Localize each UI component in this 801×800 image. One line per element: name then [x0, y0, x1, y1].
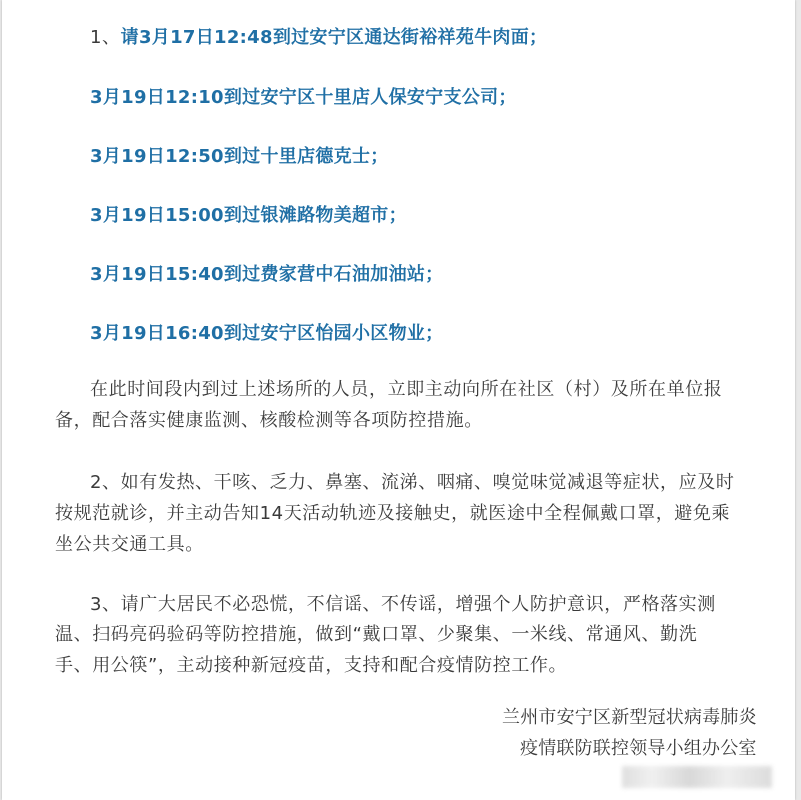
paragraph-3-line-1: 3、请广大居民不必恐慌，不信谣、不传谣，增强个人防护意识，严格落实测: [90, 594, 716, 615]
paragraph-1-line-1: 在此时间段内到过上述场所的人员，立即主动向所在社区（村）及所在单位报: [90, 379, 723, 400]
signature-line-1: 兰州市安宁区新型冠状病毒肺炎: [502, 707, 757, 728]
blurred-watermark: [622, 766, 772, 788]
location-text: 请3月17日12:48到过安宁区通达街裕祥苑牛肉面；: [120, 27, 548, 48]
signature-line-2: 疫情联防联控领导小组办公室: [520, 738, 757, 759]
paragraph-2-line-1: 2、如有发热、干咳、乏力、鼻塞、流涕、咽痛、嗅觉味觉减退等症状，应及时: [90, 472, 735, 493]
paragraph-3-line-3: 手、用公筷”，主动接种新冠疫苗，支持和配合疫情防控工作。: [55, 655, 568, 676]
location-item-4: 3月19日15:00到过银滩路物美超市；: [90, 205, 407, 226]
paragraph-1-line-2: 备，配合落实健康监测、核酸检测等各项防控措施。: [55, 410, 483, 431]
paragraph-2-line-2: 按规范就诊，并主动告知14天活动轨迹及接触史，就医途中全程佩戴口罩，避免乘: [55, 503, 731, 524]
notice-page: [2, 0, 795, 800]
location-item-6: 3月19日16:40到过安宁区怡园小区物业；: [90, 323, 444, 344]
paragraph-3-line-2: 温、扫码亮码验码等防控措施，做到“戴口罩、少聚集、一米线、常通风、勤洗: [55, 624, 698, 645]
location-item-5: 3月19日15:40到过费家营中石油加油站；: [90, 264, 444, 285]
location-item-3: 3月19日12:50到过十里店德克士；: [90, 146, 389, 167]
item-number: 1、: [90, 27, 121, 48]
location-item-2: 3月19日12:10到过安宁区十里店人保安宁支公司；: [90, 87, 517, 108]
location-item-1: [90, 27, 547, 49]
paragraph-2-line-3: 坐公共交通工具。: [55, 534, 204, 555]
